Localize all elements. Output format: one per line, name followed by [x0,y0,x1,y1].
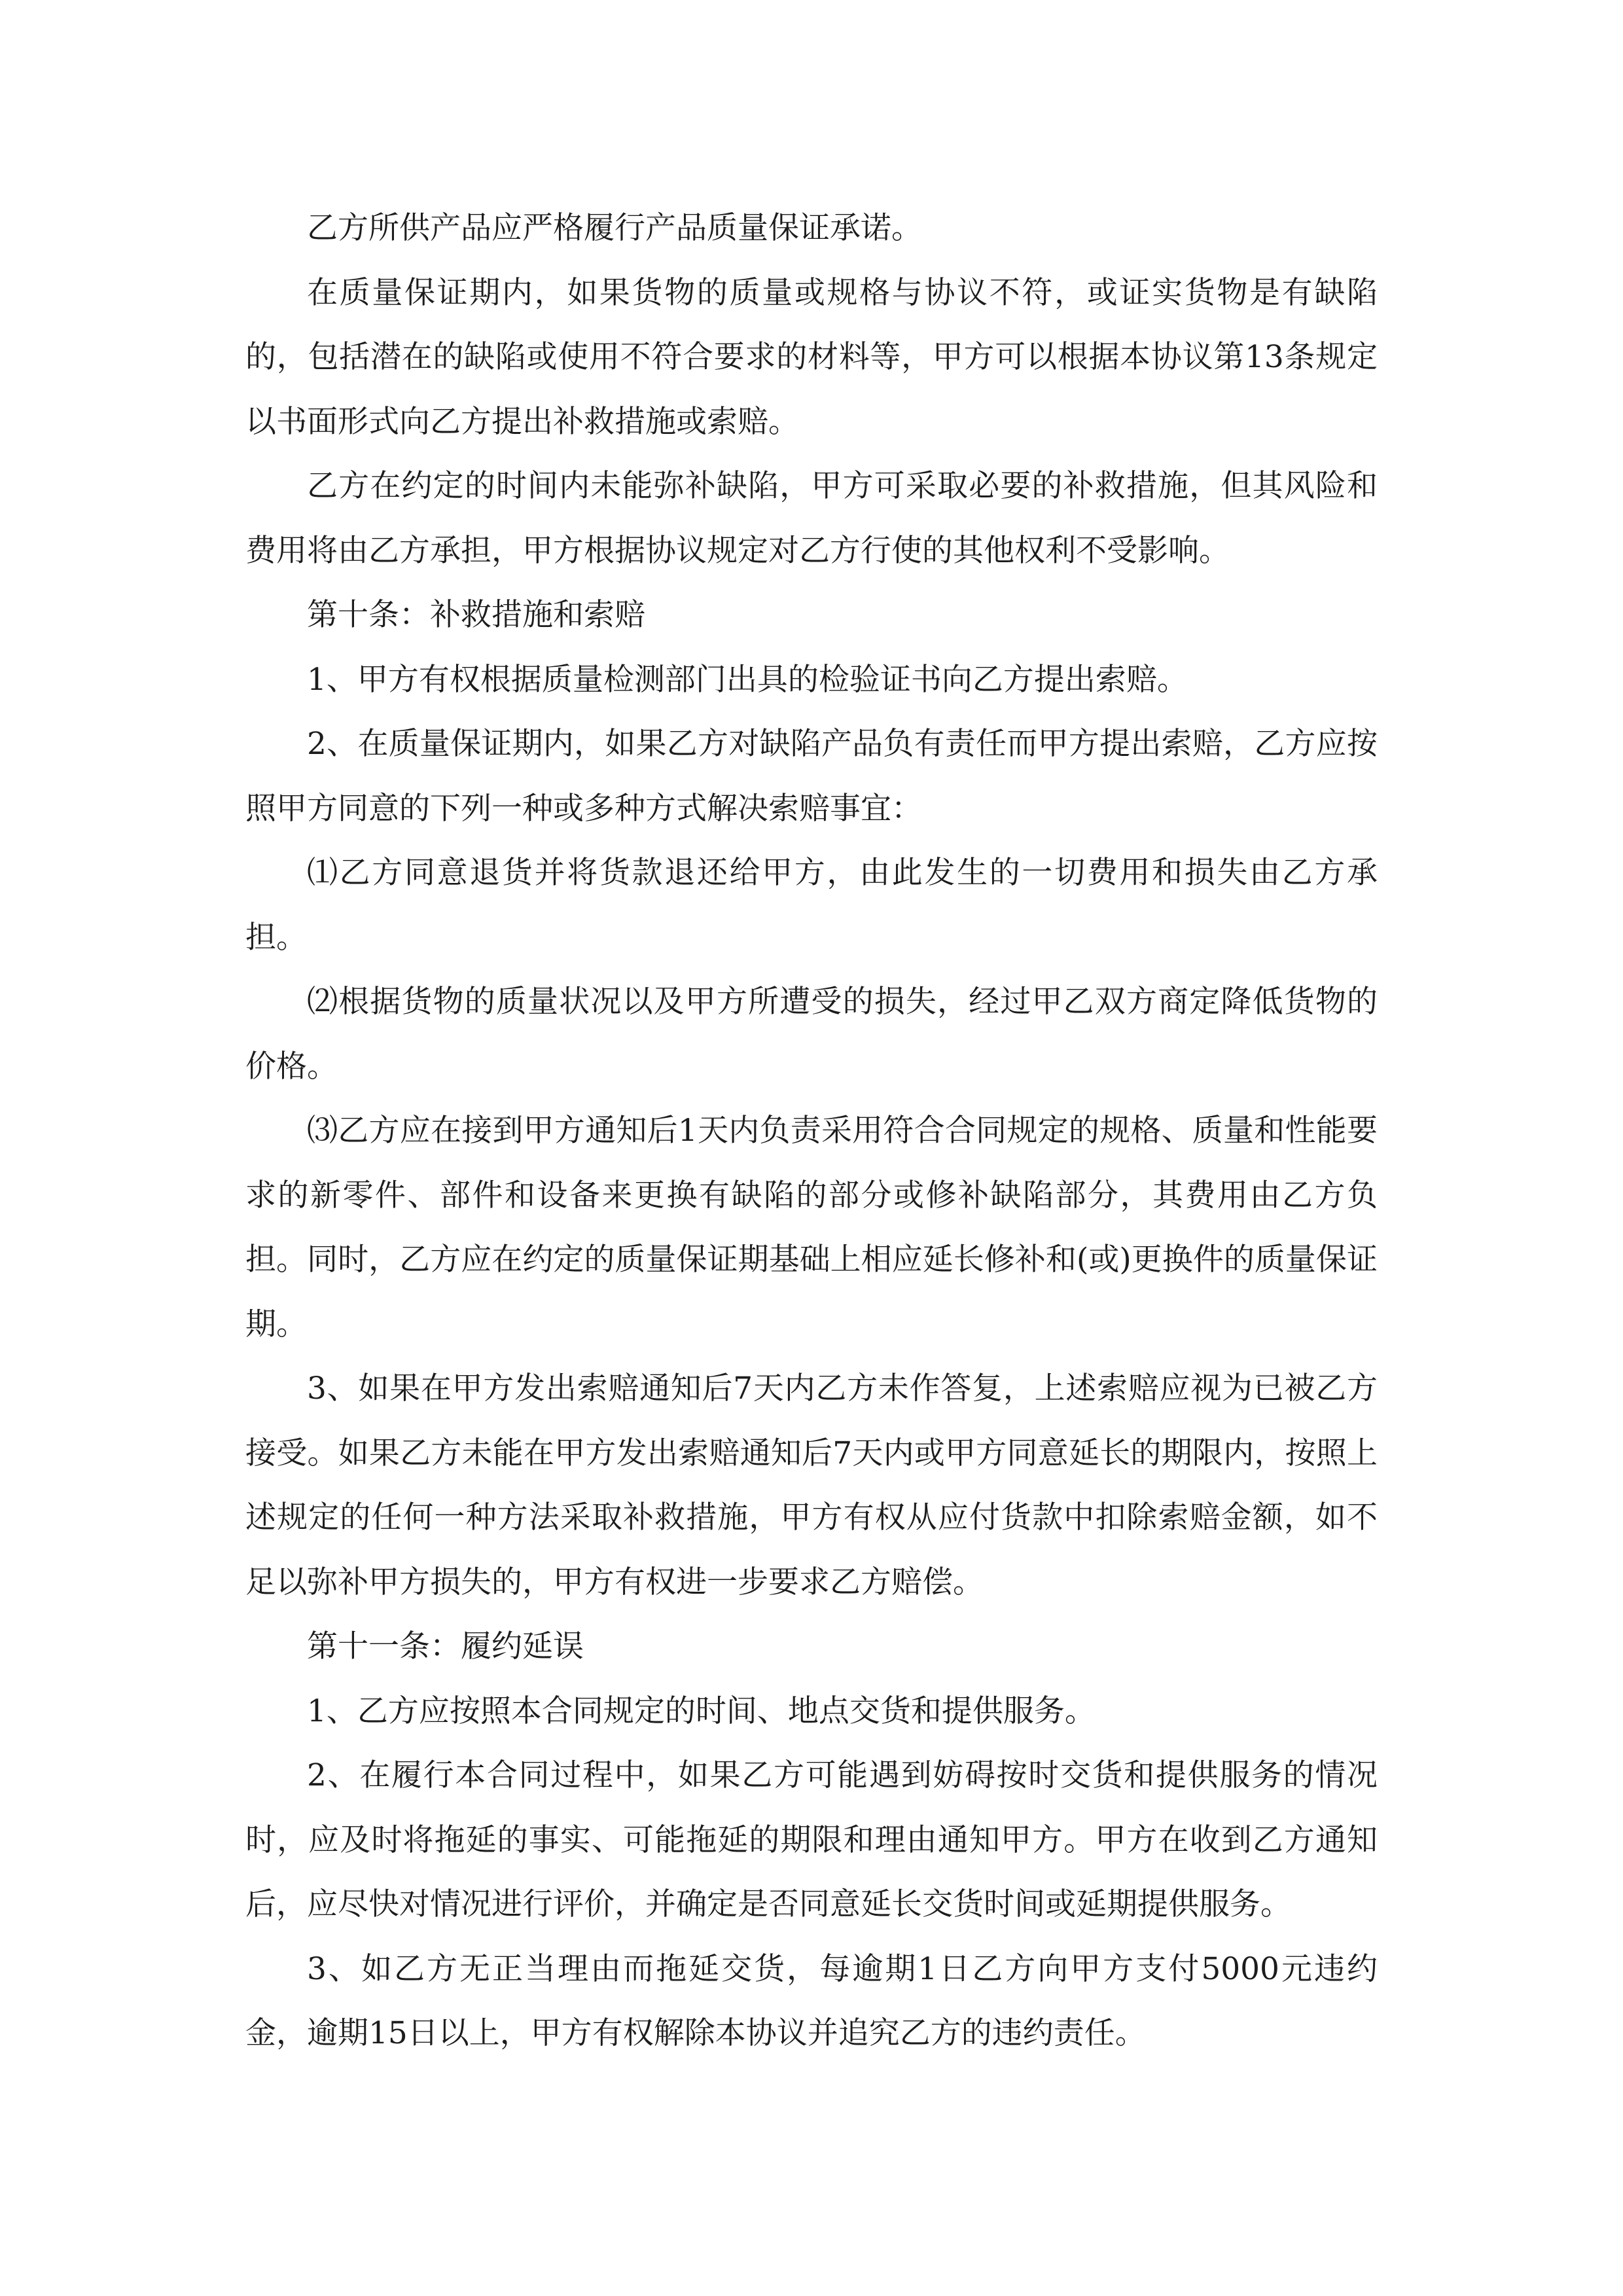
article-11-clause-2: 2、在履行本合同过程中，如果乙方可能遇到妨碍按时交货和提供服务的情况时，应及时将拖延的事实、可能拖延的期限和理由通知甲方。甲方在收到乙方通知后，应尽快对情况进行评价，并确定是否同意延长交货时间或延期提供服务。 [245,1757,1378,1922]
article-11-clause-1: 1、乙方应按照本合同规定的时间、地点交货和提供服务。 [307,1693,1096,1729]
paragraph-quality-commitment: 乙方所供产品应严格履行产品质量保证承诺。 [307,210,922,246]
article-10-clause-2-item-2: ⑵根据货物的质量状况以及甲方所遭受的损失，经过甲乙双方商定降低货物的价格。 [245,984,1378,1085]
article-10-clause-3: 3、如果在甲方发出索赔通知后7天内乙方未作答复，上述索赔应视为已被乙方接受。如果乙方未能在甲方发出索赔通知后7天内或甲方同意延长的期限内，按照上述规定的任何一种方法采取补救措施，甲方有权从应付货款中扣除索赔金额，如不足以弥补甲方损失的，甲方有权进一步要求乙方赔偿。 [245,1371,1378,1600]
article-11-clause-3: 3、如乙方无正当理由而拖延交货，每逾期1日乙方向甲方支付5000元违约金，逾期15日以上，甲方有权解除本协议并追究乙方的违约责任。 [245,1950,1378,2051]
article-10-heading: 第十条：补救措施和索赔 [307,597,645,633]
document-body [245,196,1378,2066]
article-11-heading: 第十一条：履约延误 [307,1628,584,1664]
article-10-clause-2-item-3: ⑶乙方应在接到甲方通知后1天内负责采用符合合同规定的规格、质量和性能要求的新零件、部件和设备来更换有缺陷的部分或修补缺陷部分，其费用由乙方负担。同时，乙方应在约定的质量保证期基础上相应延长修补和(或)更换件的质量保证期。 [245,1113,1378,1342]
article-10-clause-2-item-1: ⑴乙方同意退货并将货款退还给甲方，由此发生的一切费用和损失由乙方承担。 [245,855,1378,956]
paragraph-remedy-failure: 乙方在约定的时间内未能弥补缺陷，甲方可采取必要的补救措施，但其风险和费用将由乙方承担，甲方根据协议规定对乙方行使的其他权利不受影响。 [245,468,1378,569]
paragraph-warranty-defects: 在质量保证期内，如果货物的质量或规格与协议不符，或证实货物是有缺陷的，包括潜在的缺陷或使用不符合要求的材料等，甲方可以根据本协议第13条规定以书面形式向乙方提出补救措施或索赔。 [245,274,1378,440]
article-10-clause-1: 1、甲方有权根据质量检测部门出具的检验证书向乙方提出索赔。 [307,661,1188,698]
article-10-clause-2: 2、在质量保证期内，如果乙方对缺陷产品负有责任而甲方提出索赔，乙方应按照甲方同意的下列一种或多种方式解决索赔事宜： [245,726,1378,827]
